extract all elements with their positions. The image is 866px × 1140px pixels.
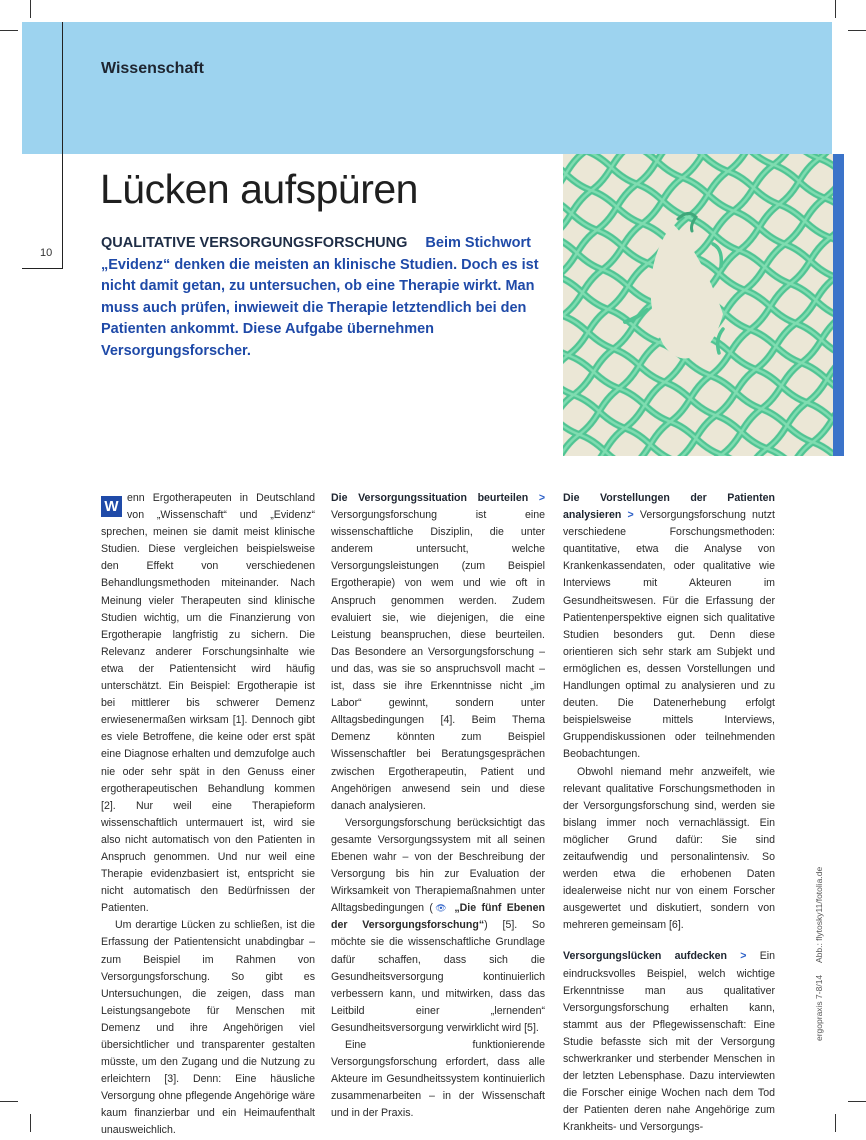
text-column-3: [563, 490, 775, 1136]
green-net-image: [563, 154, 833, 456]
spacer: [563, 934, 775, 948]
crop-mark: [835, 1114, 836, 1132]
crop-mark: [848, 30, 866, 31]
paragraph: [331, 815, 545, 1037]
text-column-1: [101, 490, 315, 1140]
paragraph-text: Ein eindrucksvolles Beispiel, welch wichtige Erkenntnisse man aus qualitativer Versorgungsforschung erhalten kann, stammt aus der Pflegewissenschaft: Eine Studie befasste sich mit der Versorgung schwerkranker und sterbender Menschen in der letzten Lebensphase. Dazu interviewten die Forscher einige Wochen nach dem Tod der Patienten deren nahe Angehörige zum Krankheits- und Versorgungs-: [563, 950, 775, 1134]
crop-mark: [30, 1114, 31, 1132]
dropcap: W: [101, 496, 122, 517]
paragraph: [563, 948, 775, 1136]
arrow-icon: >: [740, 950, 747, 963]
paragraph-text: Versorgungsforschung nutzt verschiedene Forschungsmethoden: quantitative, etwa die Analyse von Krankenkassendaten, oder qualitative wie Interviews mit Akteuren im Gesundheitswesen. Für die Erfassung der Patientenperspektive eignen sich qualitative Studien besonders gut. Denn diese orientieren sich sehr stark am Subjekt und ermöglichen es, dessen Vorstellungen und Handlungen optimal zu analysieren und zu deuten. Die Datenerhebung erfolgt beispielsweise mittels Interviews, Gruppendiskussionen oder teilnehmenden Beobachtungen.: [563, 509, 775, 761]
paragraph: [563, 490, 775, 764]
crop-mark: [30, 0, 31, 18]
paragraph-text: Versorgungsforschung berücksichtigt das gesamte Versorgungssystem mit all seinen Ebenen wahr – von der Beschreibung der Versorgung bis hin zur Evaluation der Wirksamkeit von Therapiemaßnahmen unter Alltagsbedingungen (: [331, 816, 545, 915]
page-number: 10: [40, 247, 53, 259]
image-credit: Abb.: flytosky11/fotolia.de: [814, 866, 824, 964]
subheading: Versorgungslücken aufdecken: [563, 950, 727, 963]
lead-kicker: QUALITATIVE VERSORGUNGSFORSCHUNG: [101, 235, 408, 251]
article-title: Lücken aufspüren: [100, 166, 418, 212]
arrow-icon: >: [627, 509, 634, 522]
text-column-2: [331, 490, 545, 1122]
side-caption: [814, 867, 824, 1041]
paragraph: Eine funktionierende Versorgungsforschung erfordert, dass alle Akteure im Gesundheitssystem kontinuierlich zusammenarbeiten – in der Wissenschaft und in der Praxis.: [331, 1039, 545, 1120]
crop-mark: [835, 0, 836, 18]
lead-text: Beim Stichwort „Evidenz“ denken die meisten an klinische Studien. Doch es ist nicht damit getan, zu untersuchen, ob eine Therapie wirkt. Man muss auch prüfen, inwieweit die Therapie letztendlich bei den Patienten ankommt. Diese Aufgabe übernehmen Versorgungsforscher.: [101, 235, 539, 359]
header-band: [22, 22, 832, 154]
paragraph: Um derartige Lücken zu schließen, ist die Erfassung der Patientensicht unabdingbar – zum Beispiel im Rahmen von Versorgungsforschung. So gibt es Untersuchungen, die zeigen, dass man Leistungsangebote für Menschen mit Demenz und ihre Angehörigen viel übersichtlicher und transparenter gestalten müsste, um den Zugang und die Nutzung zu erleichtern [3]. Denn: Eine häusliche Versorgung ohne pflegende Angehörige wäre kaum finanzierbar und ein Heimaufenthalt unausweichlich.: [101, 919, 315, 1137]
paragraph-text: Versorgungsforschung ist eine wissenschaftliche Disziplin, die unter anderem untersucht, welche Versorgungsleistungen (zum Beispiel Ergotherapie) von wem und wie oft in Anspruch genommen werden. Zudem evaluiert sie, wie diejenigen, die eine Leistung beanspruchen, diese beurteilen. Das Besondere an Versorgungsforschung – und das, was sie so anspruchsvoll macht – ist, dass sie ihre Erkenntnisse nicht „im Labor“ gewinnt, sondern unter Alltagsbedingungen [4]. Beim Thema Demenz könnten zum Beispiel Wissenschaftler bei Beratungsgesprächen zwischen Ergotherapeutin, Patient und Angehörigen anwesend sein und diese danach analysieren.: [331, 509, 545, 812]
paragraph: [331, 490, 545, 815]
paragraph: Obwohl niemand mehr anzweifelt, wie relevant qualitative Forschungsmethoden in der Versorgungsforschung sind, werden sie bislang immer noch vernachlässigt. Ein möglicher Grund dafür: Sie sind zeitaufwendig und personalintensiv. So werden etwa die erhobenen Daten idealerweise nicht nur von einem Forscher ausgewertet und diskutiert, sondern von mehreren gemeinsam [6].: [563, 765, 775, 932]
crop-mark: [0, 30, 18, 31]
page-number-rule: [22, 268, 63, 269]
section-label: Wissenschaft: [101, 60, 204, 77]
eye-icon: 👁: [432, 903, 450, 914]
crop-mark: [848, 1101, 866, 1102]
paragraph: [101, 490, 315, 917]
subheading: Die Versorgungssituation beurteilen: [331, 492, 529, 504]
article-lead: [101, 233, 546, 362]
paragraph-text: ) [5]. So möchte sie die wissenschaftliche Grundlage dafür schaffen, dass sich die Gesundheitsversorgung kontinuierlich verbessern kann, und mitwirken, dass das Leitbild einer „lernenden“ Gesundheitsversorgung verwirklicht wird [5].: [331, 919, 545, 1034]
paragraph-text: enn Ergotherapeuten in Deutschland von „Wissenschaft“ und „Evidenz“ sprechen, meinen sie damit meist klinische Studien. Diese vergleichen beispielsweise den Effekt von verschiedenen Behandlungsmethoden miteinander. Nach Meinung vieler Therapeuten sind klinische Studien wichtig, um die Finanzierung von Ergotherapie langfristig zu sichern. Die Relevanz anderer Forschungsinhalte wie etwa der Patientensicht wird häufig unterschätzt. Ein Beispiel: Ergotherapie ist bei mittlerer bis schwerer Demenz erwiesenermaßen wirksam [1]. Dennoch gibt es viele Betroffene, die keine oder erst spät eine Diagnose erhalten und demzufolge auch nie oder sehr spät in den Genuss einer ergotherapeutischen Behandlung kommen [2]. Nur weil eine Therapieform wissenschaftlich untermauert ist, wird sie also nicht automatisch von den Patienten in Anspruch genommen. Und nur weil eine Therapie evidenzbasiert ist, entspricht sie nicht automatisch den Bedürfnissen der Patienten.: [101, 492, 315, 915]
crop-mark: [0, 1101, 18, 1102]
subheading: Die Vorstellungen der Patienten analysieren: [563, 492, 775, 522]
box-reference-link[interactable]: „Die fünf Ebenen der Versorgungsforschung“: [331, 902, 545, 932]
article-photo: [563, 154, 833, 456]
arrow-icon: >: [538, 492, 545, 504]
vertical-rule: [62, 22, 63, 268]
journal-issue: ergopraxis 7-8/14: [814, 974, 824, 1041]
photo-accent-bar: [833, 154, 844, 456]
